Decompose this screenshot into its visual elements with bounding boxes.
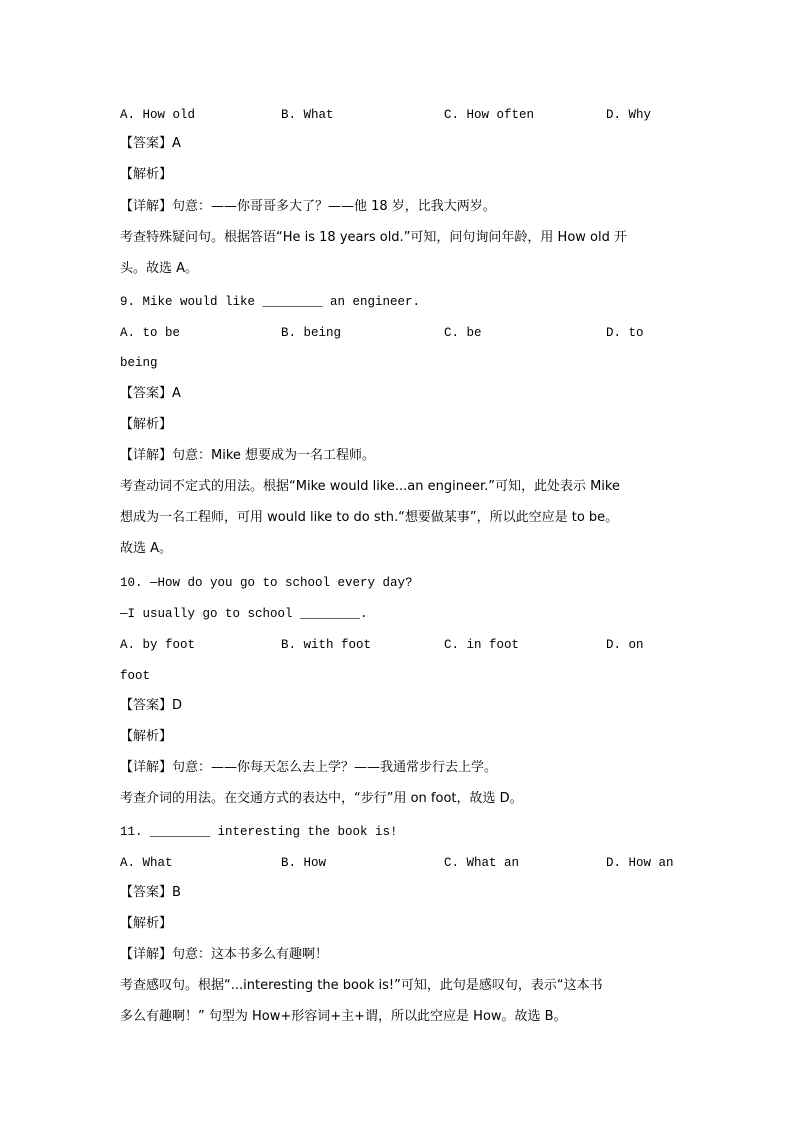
options-row [0,637,794,653]
option-d: D. to [606,326,644,340]
analysis-heading: 【解析】 [120,729,173,744]
detail: 【详解】句意：Mike 想要成为一名工程师。 [120,448,376,463]
option-d: D. How an [606,856,674,870]
options-row [0,855,794,871]
analysis-heading: 【解析】 [120,167,173,182]
explanation-line: 故选 A。 [120,541,173,556]
option-d-wrap: foot [120,669,151,683]
options-row [0,325,794,341]
option-a: A. What [120,856,173,870]
options-row [0,107,794,123]
explanation-line: 想成为一名工程师，可用 would like to do sth.“想要做某事”，所以此空应是 to be。 [120,510,619,525]
option-b: B. What [281,108,334,122]
option-c: C. be [444,326,482,340]
detail: 【详解】句意：这本书多么有趣啊！ [120,947,329,962]
explanation-line: 考查介词的用法。在交通方式的表达中，“步行”用 on foot，故选 D。 [120,791,523,806]
explanation-line: 考查动词不定式的用法。根据“Mike would like...an engineer.”可知，此处表示 Mike [120,479,620,494]
detail: 【详解】句意：——你哥哥多大了？——他 18 岁，比我大两岁。 [120,199,496,214]
option-b: B. How [281,856,327,870]
option-a: A. How old [120,108,196,122]
option-d: D. on [606,638,644,652]
answer: 【答案】A [120,386,181,401]
option-a: A. to be [120,326,181,340]
answer: 【答案】A [120,136,181,151]
analysis-heading: 【解析】 [120,417,173,432]
explanation-line: 多么有趣啊！” 句型为 How+形容词+主+谓，所以此空应是 How。故选 B。 [120,1009,567,1024]
answer: 【答案】B [120,885,181,900]
explanation-line: 考查感叹句。根据“...interesting the book is!”可知，此句是感叹句，表示“这本书 [120,978,603,993]
option-c: C. What an [444,856,520,870]
option-d-wrap: being [120,356,158,370]
question-text-2: —I usually go to school ________. [120,607,368,621]
option-a: A. by foot [120,638,196,652]
option-d: D. Why [606,108,652,122]
option-b: B. with foot [281,638,372,652]
option-b: B. being [281,326,342,340]
answer: 【答案】D [120,698,183,713]
explanation-line: 头。故选 A。 [120,261,199,276]
question-text: 10. —How do you go to school every day? [120,576,413,590]
question-text: 9. Mike would like ________ an engineer. [120,295,421,309]
explanation-line: 考查特殊疑问句。根据答语“He is 18 years old.”可知，问句询问年龄，用 How old 开 [120,230,628,245]
question-text: 11. ________ interesting the book is! [120,825,398,839]
analysis-heading: 【解析】 [120,916,173,931]
option-c: C. in foot [444,638,520,652]
detail: 【详解】句意：——你每天怎么去上学？——我通常步行去上学。 [120,760,498,775]
option-c: C. How often [444,108,535,122]
